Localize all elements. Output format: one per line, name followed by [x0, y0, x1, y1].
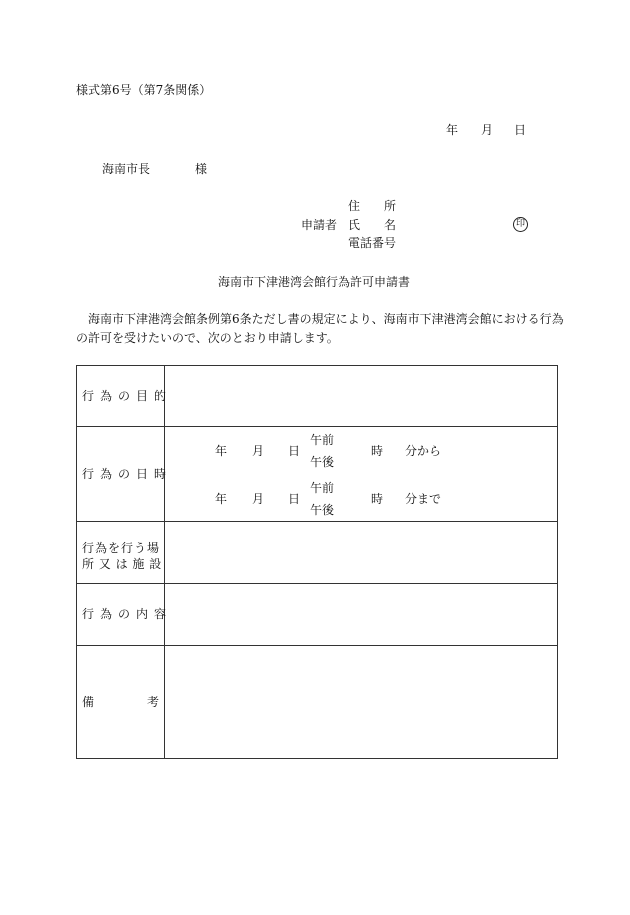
- document-title: 海南市下津港湾会館行為許可申請書: [218, 275, 411, 289]
- content-field[interactable]: [166, 585, 555, 644]
- to-minute-label: 分まで: [405, 492, 442, 506]
- applicant-phone-label: 電話番号: [348, 236, 397, 250]
- body-text-line2: の許可を受けたいので、次のとおり申請します。: [76, 331, 339, 345]
- seal-mark-icon: 印: [513, 217, 528, 232]
- content-label: 行為の内容: [82, 607, 173, 621]
- from-year-label: 年: [215, 444, 228, 458]
- table-row-divider: [76, 426, 557, 427]
- place-label-line2: 所又は施設: [82, 557, 167, 571]
- purpose-field[interactable]: [166, 367, 555, 425]
- addressee-name: 海南市長: [102, 162, 151, 176]
- from-pm-option[interactable]: 午後: [310, 455, 335, 469]
- date-day-label: 日: [514, 123, 527, 137]
- from-month-label: 月: [252, 444, 265, 458]
- table-row-divider: [76, 645, 557, 646]
- to-day-label: 日: [288, 492, 301, 506]
- to-pm-option[interactable]: 午後: [310, 503, 335, 517]
- remarks-label-left: 備: [82, 695, 95, 709]
- from-hour-label: 時: [371, 444, 384, 458]
- to-am-option[interactable]: 午前: [310, 481, 335, 495]
- remarks-field[interactable]: [166, 647, 555, 756]
- date-year-label: 年: [446, 123, 459, 137]
- datetime-label: 行為の日時: [82, 467, 173, 481]
- addressee-honorific: 様: [195, 162, 208, 176]
- from-day-label: 日: [288, 444, 301, 458]
- applicant-role-label: 申請者: [301, 218, 338, 232]
- table-row-divider: [76, 521, 557, 522]
- table-row-divider: [76, 583, 557, 584]
- to-month-label: 月: [252, 492, 265, 506]
- place-label-line1: 行為を行う場: [82, 541, 161, 555]
- form-number: 様式第6号（第7条関係）: [76, 83, 212, 97]
- to-hour-label: 時: [371, 492, 384, 506]
- purpose-label: 行為の目的: [82, 389, 173, 403]
- applicant-address-label: 住 所: [348, 199, 397, 213]
- to-year-label: 年: [215, 492, 228, 506]
- date-month-label: 月: [481, 123, 494, 137]
- remarks-label-right: 考: [147, 695, 160, 709]
- from-am-option[interactable]: 午前: [310, 433, 335, 447]
- from-minute-label: 分から: [405, 444, 442, 458]
- place-field[interactable]: [166, 523, 555, 582]
- applicant-name-label: 氏 名: [348, 218, 397, 232]
- body-text-line1: 海南市下津港湾会館条例第6条ただし書の規定により、海南市下津港湾会館における行為: [88, 312, 564, 326]
